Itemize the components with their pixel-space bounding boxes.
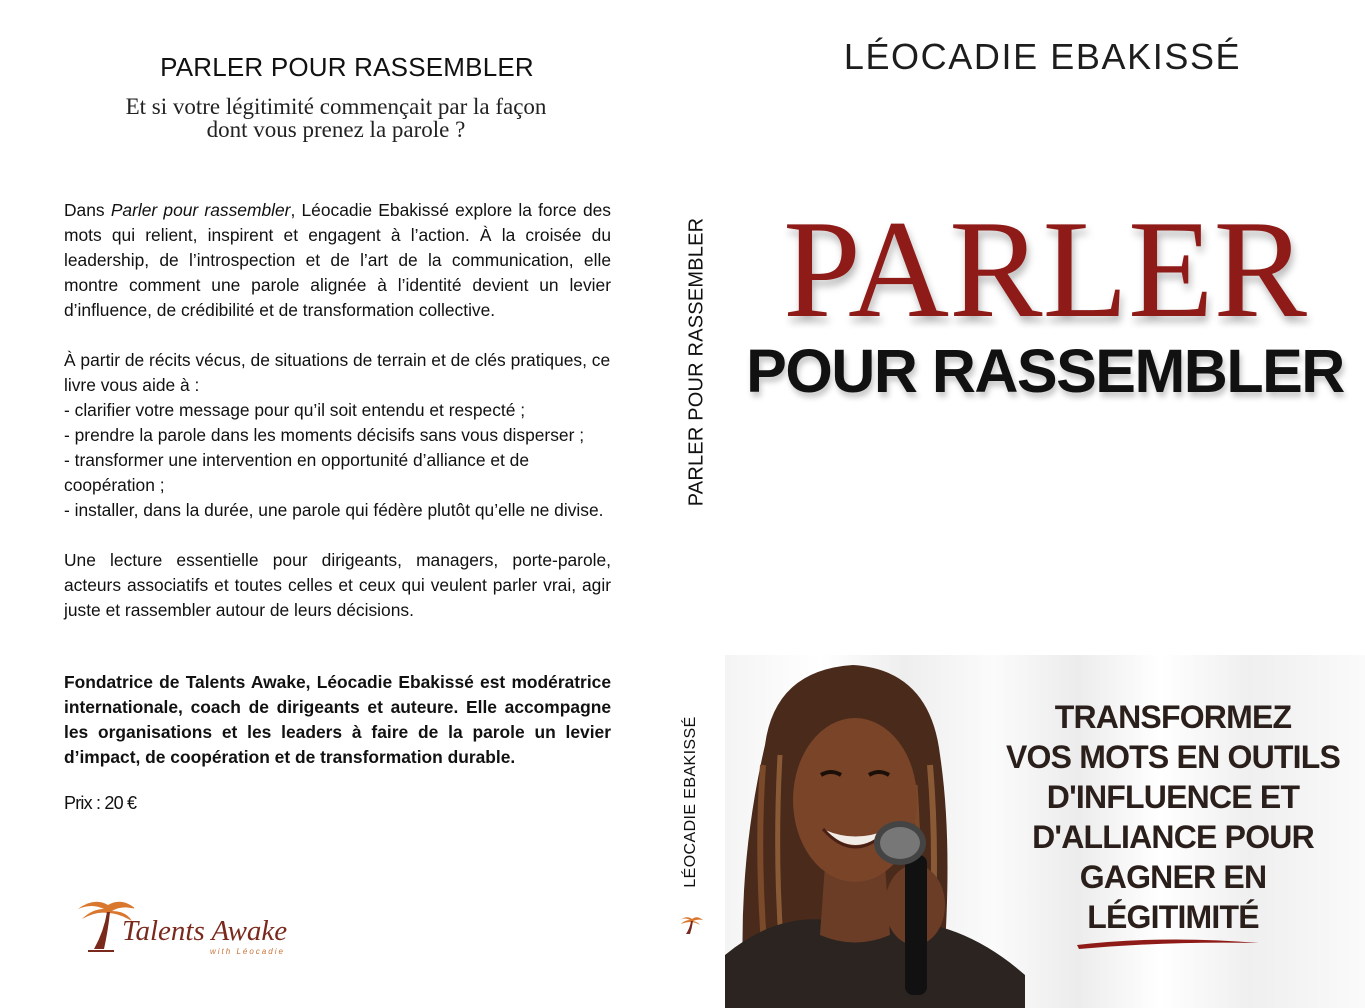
logo-name: Talents Awake: [122, 915, 288, 947]
logo-subtitle: with Léocadie: [210, 947, 285, 956]
talents-awake-logo: [74, 895, 314, 965]
front-tagline: [983, 697, 1363, 937]
spine-author: LÉOCADIE EBAKISSÉ: [682, 716, 699, 888]
blurb-paragraph-1: [64, 198, 611, 323]
back-title: PARLER POUR RASSEMBLER: [160, 52, 534, 82]
blurb-bullet: - installer, dans la durée, une parole qui fédère plutôt qu’elle ne divise.: [64, 500, 604, 520]
author-photo-panel: [725, 655, 1365, 1008]
blurb-p1-rest: , Léocadie Ebakissé explore la force des mots qui relient, inspirent et engagent à l’action. À la croisée du leadership, de l’introspection et de l’art de la communication, elle montre comment une parole alignée à l’identité devient un levier d’influence, de crédibilité et de transformation collective.: [64, 200, 611, 320]
tagline-line: VOS MOTS EN OUTILS: [1005, 739, 1341, 775]
front-author: LÉOCADIE EBAKISSÉ: [843, 36, 1242, 77]
blurb-bullet: - clarifier votre message pour qu’il soit entendu et respecté ;: [64, 400, 526, 420]
blurb-p1-prefix: Dans: [64, 200, 111, 220]
spine-title: PARLER POUR RASSEMBLER: [685, 217, 708, 507]
tagline-line: TRANSFORMEZ: [1054, 699, 1292, 735]
tagline-line: GAGNER EN: [1079, 859, 1267, 895]
front-cover: [725, 0, 1365, 1008]
back-cover: [0, 0, 670, 1008]
price-label: Prix : 20 €: [64, 793, 137, 813]
spine-palm-logo-icon: [678, 914, 704, 936]
author-bio: Fondatrice de Talents Awake, Léocadie Ebakissé est modératrice internationale, coach de dirigeants et auteure. Elle accompagne les organisations et les leaders à faire de la parole un levier d’impact, de coopération et de transformation durable.: [64, 672, 611, 767]
blurb-bullet: - transformer une intervention en opportunité d’alliance et de coopération ;: [64, 450, 529, 495]
blurb-paragraph-2: À partir de récits vécus, de situations de terrain et de clés pratiques, ce livre vous aide à :: [64, 350, 611, 395]
back-subtitle-line-2: dont vous prenez la parole ?: [206, 117, 466, 142]
tagline-line: LÉGITIMITÉ: [1087, 899, 1259, 935]
tagline-line: D'ALLIANCE POUR: [1032, 819, 1314, 855]
brush-underline-icon: [1073, 933, 1263, 953]
back-subtitle-line-1: Et si votre légitimité commençait par la façon: [125, 94, 547, 119]
front-title: PARLER: [783, 192, 1307, 347]
front-subtitle: POUR RASSEMBLER: [746, 337, 1344, 405]
back-subtitle: [96, 95, 576, 141]
blurb-paragraph-3: Une lecture essentielle pour dirigeants, managers, porte-parole, acteurs associatifs et toutes celles et ceux qui veulent parler vrai, agir juste et rassembler autour de leurs décisions.: [64, 550, 611, 620]
blurb-bullet: - prendre la parole dans les moments décisifs sans vous disperser ;: [64, 425, 585, 445]
blurb-book-title: Parler pour rassembler: [110, 200, 291, 220]
back-blurb: [64, 198, 611, 623]
tagline-line: D'INFLUENCE ET: [1046, 779, 1300, 815]
book-spine: [670, 0, 725, 1008]
